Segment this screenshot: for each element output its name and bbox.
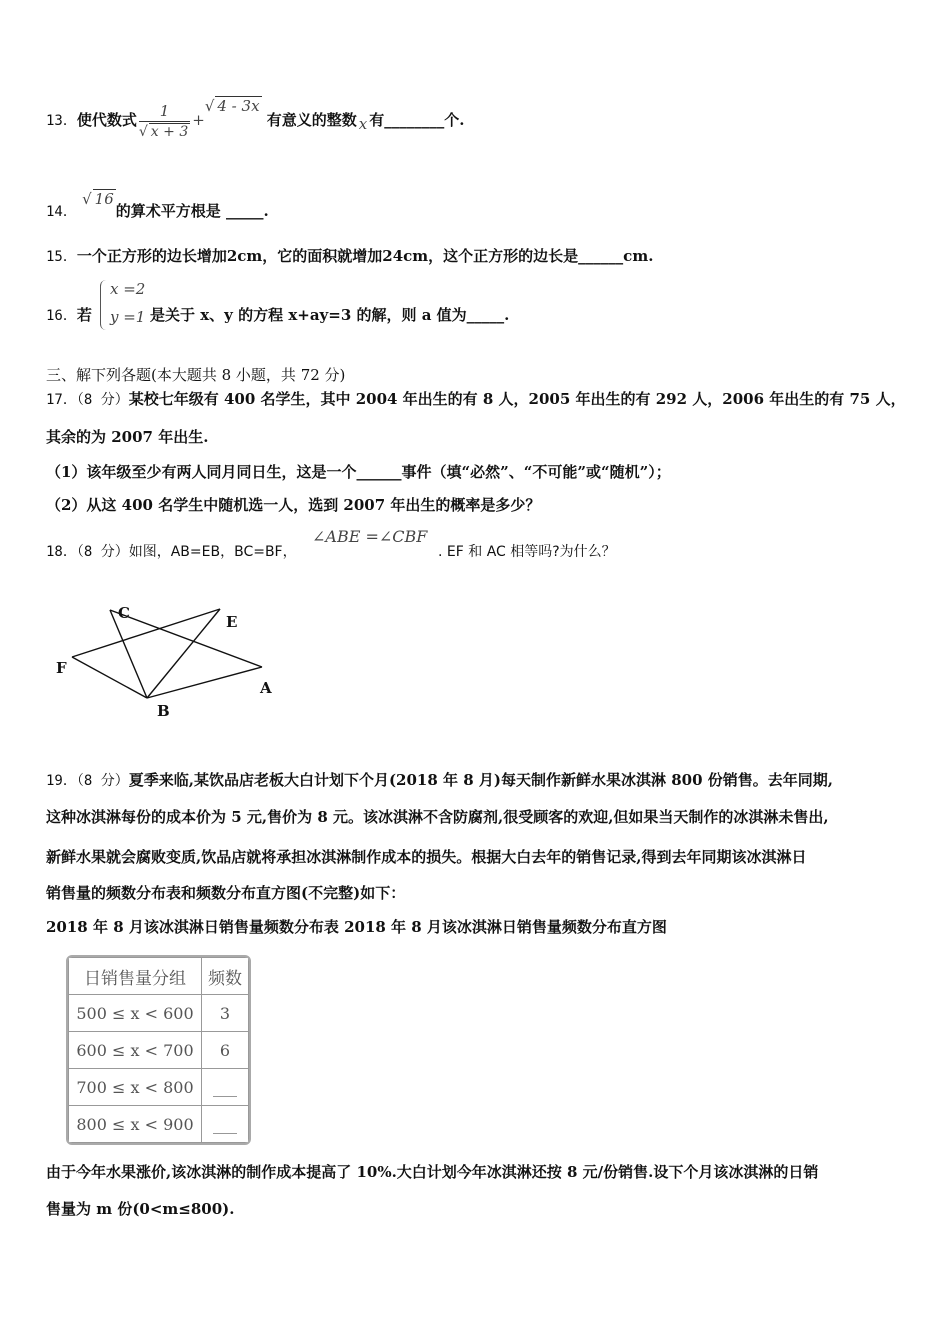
question-19-after1: 由于今年水果涨价,该冰淇淋的制作成本提高了 10%.大白计划今年冰淇淋还按 8 元/份销售.设下个月该冰淇淋的日销 — [46, 1163, 819, 1181]
question-score: （8 分） — [76, 544, 129, 560]
segment-AB — [147, 667, 262, 698]
question-13 — [46, 97, 465, 140]
question-number: 16． — [46, 308, 77, 324]
question-number: 18． — [46, 544, 77, 560]
segment-EB — [147, 609, 220, 698]
sqrt-expression: √ 16 — [82, 190, 114, 208]
question-text-pre: 若 — [76, 306, 92, 324]
table-cell-frequency: ___ — [202, 1106, 249, 1143]
question-score: （8 分） — [76, 773, 129, 789]
geometry-figure — [50, 595, 290, 725]
table-cell-range: 600 ≤ x < 700 — [69, 1032, 202, 1069]
question-text: 夏季来临,某饮品店老板大白计划下个月(2018 年 8 月)每天制作新鲜水果冰淇淋 800 份销售。去年同期, — [128, 771, 833, 789]
table-row — [69, 995, 249, 1032]
segment-CB — [110, 610, 147, 698]
question-score: （8 分） — [76, 392, 129, 408]
equation-1: x =2 — [110, 280, 146, 298]
question-17-sub1: （1）该年级至少有两人同月同日生，这是一个______事件（填“必然”、“不可能”或“随机”）； — [46, 463, 671, 481]
question-text: 如图，AB=EB，BC=BF， — [128, 544, 297, 560]
label-B: B — [157, 702, 170, 720]
fraction-numerator: 1 — [159, 102, 170, 120]
question-19-line2: 这种冰淇淋每份的成本价为 5 元,售价为 8 元。该冰淇淋不含防腐剂,很受顾客的欢迎,但如果当天制作的冰淇淋未售出, — [46, 808, 829, 826]
question-number: 13． — [46, 113, 77, 129]
question-text-post: 有________个. — [369, 111, 465, 129]
table-row — [69, 1032, 249, 1069]
question-17-line2: 其余的为 2007 年出生. — [46, 428, 209, 446]
label-F: F — [56, 659, 67, 677]
segment-CA — [110, 610, 262, 667]
table-cell-range: 700 ≤ x < 800 — [69, 1069, 202, 1106]
question-19-line3: 新鲜水果就会腐败变质,饮品店就将承担冰淇淋制作成本的损失。根据大白去年的销售记录,得到去年同期该冰淇淋日 — [46, 848, 807, 866]
table-row — [69, 1069, 249, 1106]
question-text: 某校七年级有 400 名学生，其中 2004 年出生的有 8 人，2005 年出生的有 292 人，2006 年出生的有 75 人， — [128, 390, 906, 408]
sqrt-expression: √ 4 - 3x — [204, 97, 260, 115]
table-row — [69, 1106, 249, 1143]
label-C: C — [118, 604, 130, 622]
question-17-sub2: （2）从这 400 名学生中随机选一人，选到 2007 年出生的概率是多少？ — [46, 496, 541, 514]
table-cell-frequency: 6 — [202, 1032, 249, 1069]
question-19-line4: 销售量的频数分布表和频数分布直方图(不完整)如下： — [46, 884, 406, 902]
header-frequency: 频数 — [202, 958, 249, 995]
question-18-pre — [46, 541, 297, 561]
question-number: 15． — [46, 249, 77, 265]
angle-equation: ∠ABE =∠CBF — [312, 527, 428, 546]
question-number: 17． — [46, 392, 77, 408]
table-cell-frequency: 3 — [202, 995, 249, 1032]
plus-sign: + — [192, 111, 205, 129]
question-18-post: . EF 和 AC 相等吗?为什么？ — [438, 544, 616, 560]
question-17-line1 — [46, 388, 906, 409]
header-group: 日销售量分组 — [69, 958, 202, 995]
question-15 — [46, 245, 653, 266]
system-brace — [100, 280, 109, 330]
table-cell-frequency: ___ — [202, 1069, 249, 1106]
table-cell-range: 500 ≤ x < 600 — [69, 995, 202, 1032]
frequency-table — [66, 955, 251, 1145]
table-cell-range: 800 ≤ x < 900 — [69, 1106, 202, 1143]
equation-2: y =1 — [110, 308, 146, 326]
fraction-denominator: √ x + 3 — [139, 121, 190, 140]
label-E: E — [226, 613, 238, 631]
table-header-row — [69, 958, 249, 995]
fraction — [139, 102, 190, 140]
segment-FE — [72, 609, 220, 657]
question-16-text: 是关于 x、y 的方程 x+ay=3 的解，则 a 值为_____. — [150, 306, 510, 324]
question-19-line1 — [46, 769, 833, 790]
question-16-label — [46, 304, 92, 325]
segment-FB — [72, 657, 147, 698]
section-title: 三、解下列各题(本大题共 8 小题，共 72 分) — [46, 366, 346, 384]
question-text: 的算术平方根是 _____. — [115, 202, 269, 220]
question-text-mid: 有意义的整数 — [266, 111, 357, 129]
question-19-after2: 售量为 m 份(0<m≤800). — [46, 1200, 235, 1218]
question-number: 14． — [46, 204, 77, 220]
question-number: 19． — [46, 773, 77, 789]
question-text-pre: 使代数式 — [76, 111, 137, 129]
label-A: A — [260, 679, 272, 697]
question-14 — [46, 188, 269, 220]
variable-x: x — [358, 115, 368, 133]
table-caption: 2018 年 8 月该冰淇淋日销售量频数分布表 2018 年 8 月该冰淇淋日销售量频数分布直方图 — [46, 918, 667, 936]
question-text: 一个正方形的边长增加2cm，它的面积就增加24cm，这个正方形的边长是______cm. — [76, 247, 654, 265]
